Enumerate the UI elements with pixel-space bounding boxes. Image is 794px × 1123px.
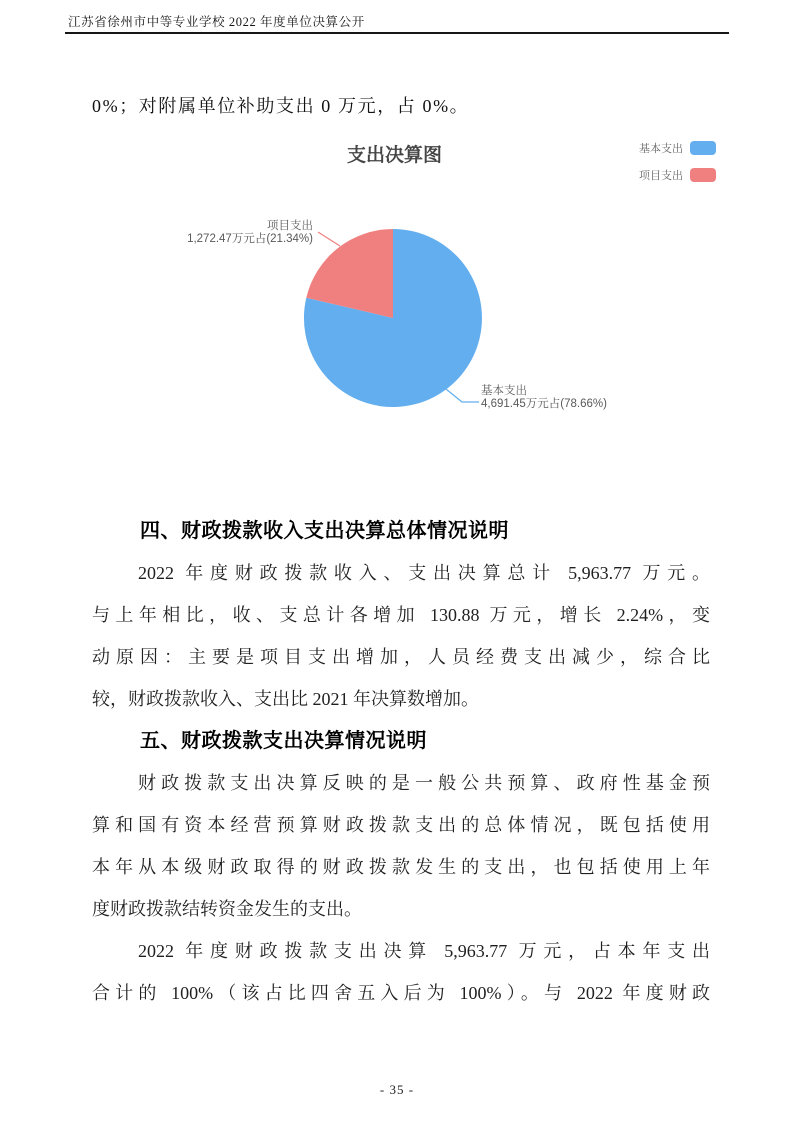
project-expenditure-callout bbox=[163, 220, 313, 246]
body-line: 与上年相比，收、支总计各增加 130.88 万元，增长 2.24%，变 bbox=[92, 605, 710, 625]
basic-expenditure-callout bbox=[481, 385, 607, 411]
body-line: 动原因：主要是项目支出增加，人员经费支出减少，综合比 bbox=[92, 647, 710, 667]
basic-leader-line bbox=[446, 389, 479, 402]
body-line: 2022 年度财政拨款支出决算 5,963.77 万元，占本年支出 bbox=[138, 941, 710, 961]
project-callout-name: 项目支出 bbox=[267, 220, 313, 232]
body-line: 算和国有资本经营预算财政拨款支出的总体情况，既包括使用 bbox=[92, 815, 710, 835]
legend-label: 项目支出 bbox=[639, 170, 683, 182]
body-line: 合计的 100%（该占比四舍五入后为 100%）。与 2022 年度财政 bbox=[92, 983, 710, 1003]
body-line: 本年从本级财政取得的财政拨款发生的支出，也包括使用上年 bbox=[92, 857, 710, 877]
body-line: 度财政拨款结转资金发生的支出。 bbox=[92, 899, 362, 919]
legend-item-0 bbox=[639, 140, 716, 156]
section-heading: 五、财政拨款支出决算情况说明 bbox=[140, 730, 427, 752]
page-number: - 35 - bbox=[379, 1082, 415, 1097]
body-text-block bbox=[92, 510, 710, 1014]
intro-line: 0%；对附属单位补助支出 0 万元，占 0%。 bbox=[92, 96, 470, 116]
project-leader-line bbox=[318, 232, 340, 246]
body-line: 较，财政拨款收入、支出比 2021 年决算数增加。 bbox=[92, 689, 479, 709]
project-callout-value: 1,272.47万元占(21.34%) bbox=[187, 233, 313, 245]
legend-label: 基本支出 bbox=[639, 143, 683, 155]
legend-swatch bbox=[690, 168, 716, 182]
chart-title: 支出决算图 bbox=[347, 145, 443, 166]
header-title: 江苏省徐州市中等专业学校 2022 年度单位决算公开 bbox=[68, 15, 365, 29]
body-line: 财政拨款支出决算反映的是一般公共预算、政府性基金预 bbox=[138, 773, 710, 793]
page-header bbox=[68, 12, 365, 30]
legend-item-1 bbox=[639, 167, 716, 183]
body-line: 2022 年度财政拨款收入、支出决算总计 5,963.77 万元。 bbox=[138, 563, 710, 583]
chart-legend bbox=[639, 140, 716, 183]
legend-swatch bbox=[690, 141, 716, 155]
header-rule bbox=[65, 32, 729, 34]
basic-callout-value: 4,691.45万元占(78.66%) bbox=[481, 398, 607, 410]
basic-callout-name: 基本支出 bbox=[481, 385, 527, 397]
section-heading: 四、财政拨款收入支出决算总体情况说明 bbox=[140, 520, 509, 542]
